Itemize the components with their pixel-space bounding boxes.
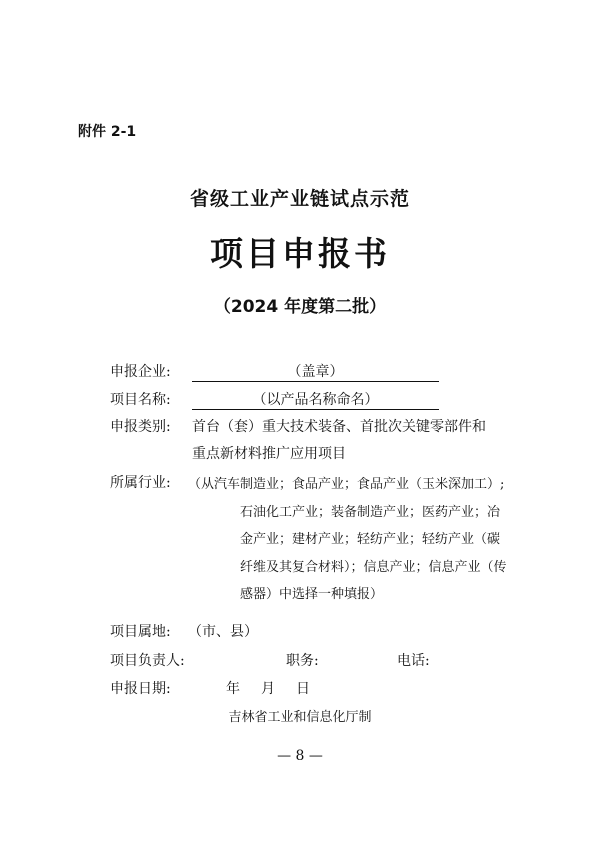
manager-label: 项目负责人:: [110, 653, 185, 669]
industry-label: 所属行业:: [110, 475, 171, 491]
industry-line-5: 感器）中选择一种填报）: [240, 587, 384, 602]
industry-line-2: 石油化工产业；装备制造产业；医药产业；冶: [240, 505, 501, 520]
category-label: 申报类别:: [110, 419, 171, 435]
issuer-line: 吉林省工业和信息化厅制: [228, 710, 372, 725]
project-hint: （以产品名称命名）: [252, 392, 379, 408]
phone-label: 电话:: [397, 653, 430, 669]
page-number: — 8 —: [277, 748, 323, 764]
industry-line-4: 纤维及其复合材料）；信息产业；信息产业（传: [240, 560, 507, 575]
location-hint: （市、县）: [188, 624, 258, 640]
project-field[interactable]: [192, 389, 439, 410]
title-line-3: （2024 年度第二批）: [213, 297, 387, 317]
position-label: 职务:: [286, 653, 319, 669]
date-year: 年: [226, 681, 240, 697]
industry-line-1: （从汽车制造业；食品产业；食品产业（玉米深加工）;: [188, 477, 505, 492]
date-day: 日: [296, 681, 310, 697]
company-hint: （盖章）: [287, 364, 344, 380]
category-line-1: 首台（套）重大技术装备、首批次关键零部件和: [192, 419, 486, 435]
attachment-label: 附件 2-1: [78, 124, 137, 140]
date-month: 月: [261, 681, 275, 697]
location-label: 项目属地:: [110, 624, 171, 640]
category-line-2: 重点新材料推广应用项目: [192, 446, 346, 462]
title-line-2: 项目申报书: [210, 234, 390, 273]
title-line-1: 省级工业产业链试点示范: [189, 188, 410, 210]
date-label: 申报日期:: [110, 681, 171, 697]
company-label: 申报企业:: [110, 364, 171, 380]
company-field[interactable]: [192, 361, 439, 382]
industry-line-3: 金产业；建材产业；轻纺产业；轻纺产业（碳: [240, 532, 501, 547]
project-label: 项目名称:: [110, 392, 171, 408]
